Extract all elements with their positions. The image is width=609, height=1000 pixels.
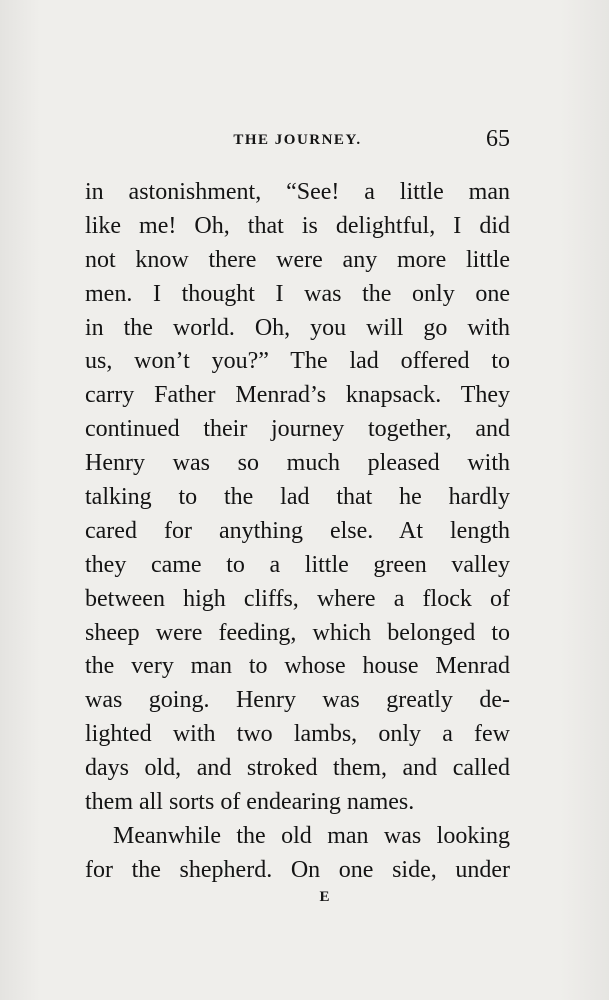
text-line: was going. Henry was greatly de- [85,687,510,714]
text-line: Meanwhile the old man was looking [113,822,510,849]
text-line: in astonishment, “See! a little man [85,179,510,205]
text-line: days old, and stroked them, and called [85,755,510,782]
text-line: us, won’t you?” The lad offered to [85,348,510,375]
text-line: them all sorts of endearing names. [85,789,415,816]
signature-mark: E [319,889,330,905]
text-line: talking to the lad that he hardly [85,484,510,511]
text-line: the very man to whose house Menrad [85,653,510,680]
running-title: THE JOURNEY. [233,132,362,148]
text-line: between high cliffs, where a flock of [85,585,510,612]
page-number: 65 [486,126,510,152]
text-line: sheep were feeding, which belonged to [85,619,510,646]
body-text [85,176,510,888]
text-line: cared for anything else. At length [85,517,510,544]
text-line: men. I thought I was the only one [85,280,510,307]
text-line: carry Father Menrad’s knapsack. They [85,382,510,409]
text-line: continued their journey together, and [85,416,510,443]
text-line: they came to a little green valley [85,551,510,578]
text-line: in the world. Oh, you will go with [85,314,510,341]
text-line: not know there were any more little [85,246,510,273]
text-line: lighted with two lambs, only a few [85,721,510,748]
text-line: for the shepherd. On one side, under [85,856,510,883]
running-head [85,126,510,154]
text-line: like me! Oh, that is delightful, I did [85,212,510,239]
text-line: Henry was so much pleased with [85,450,510,477]
